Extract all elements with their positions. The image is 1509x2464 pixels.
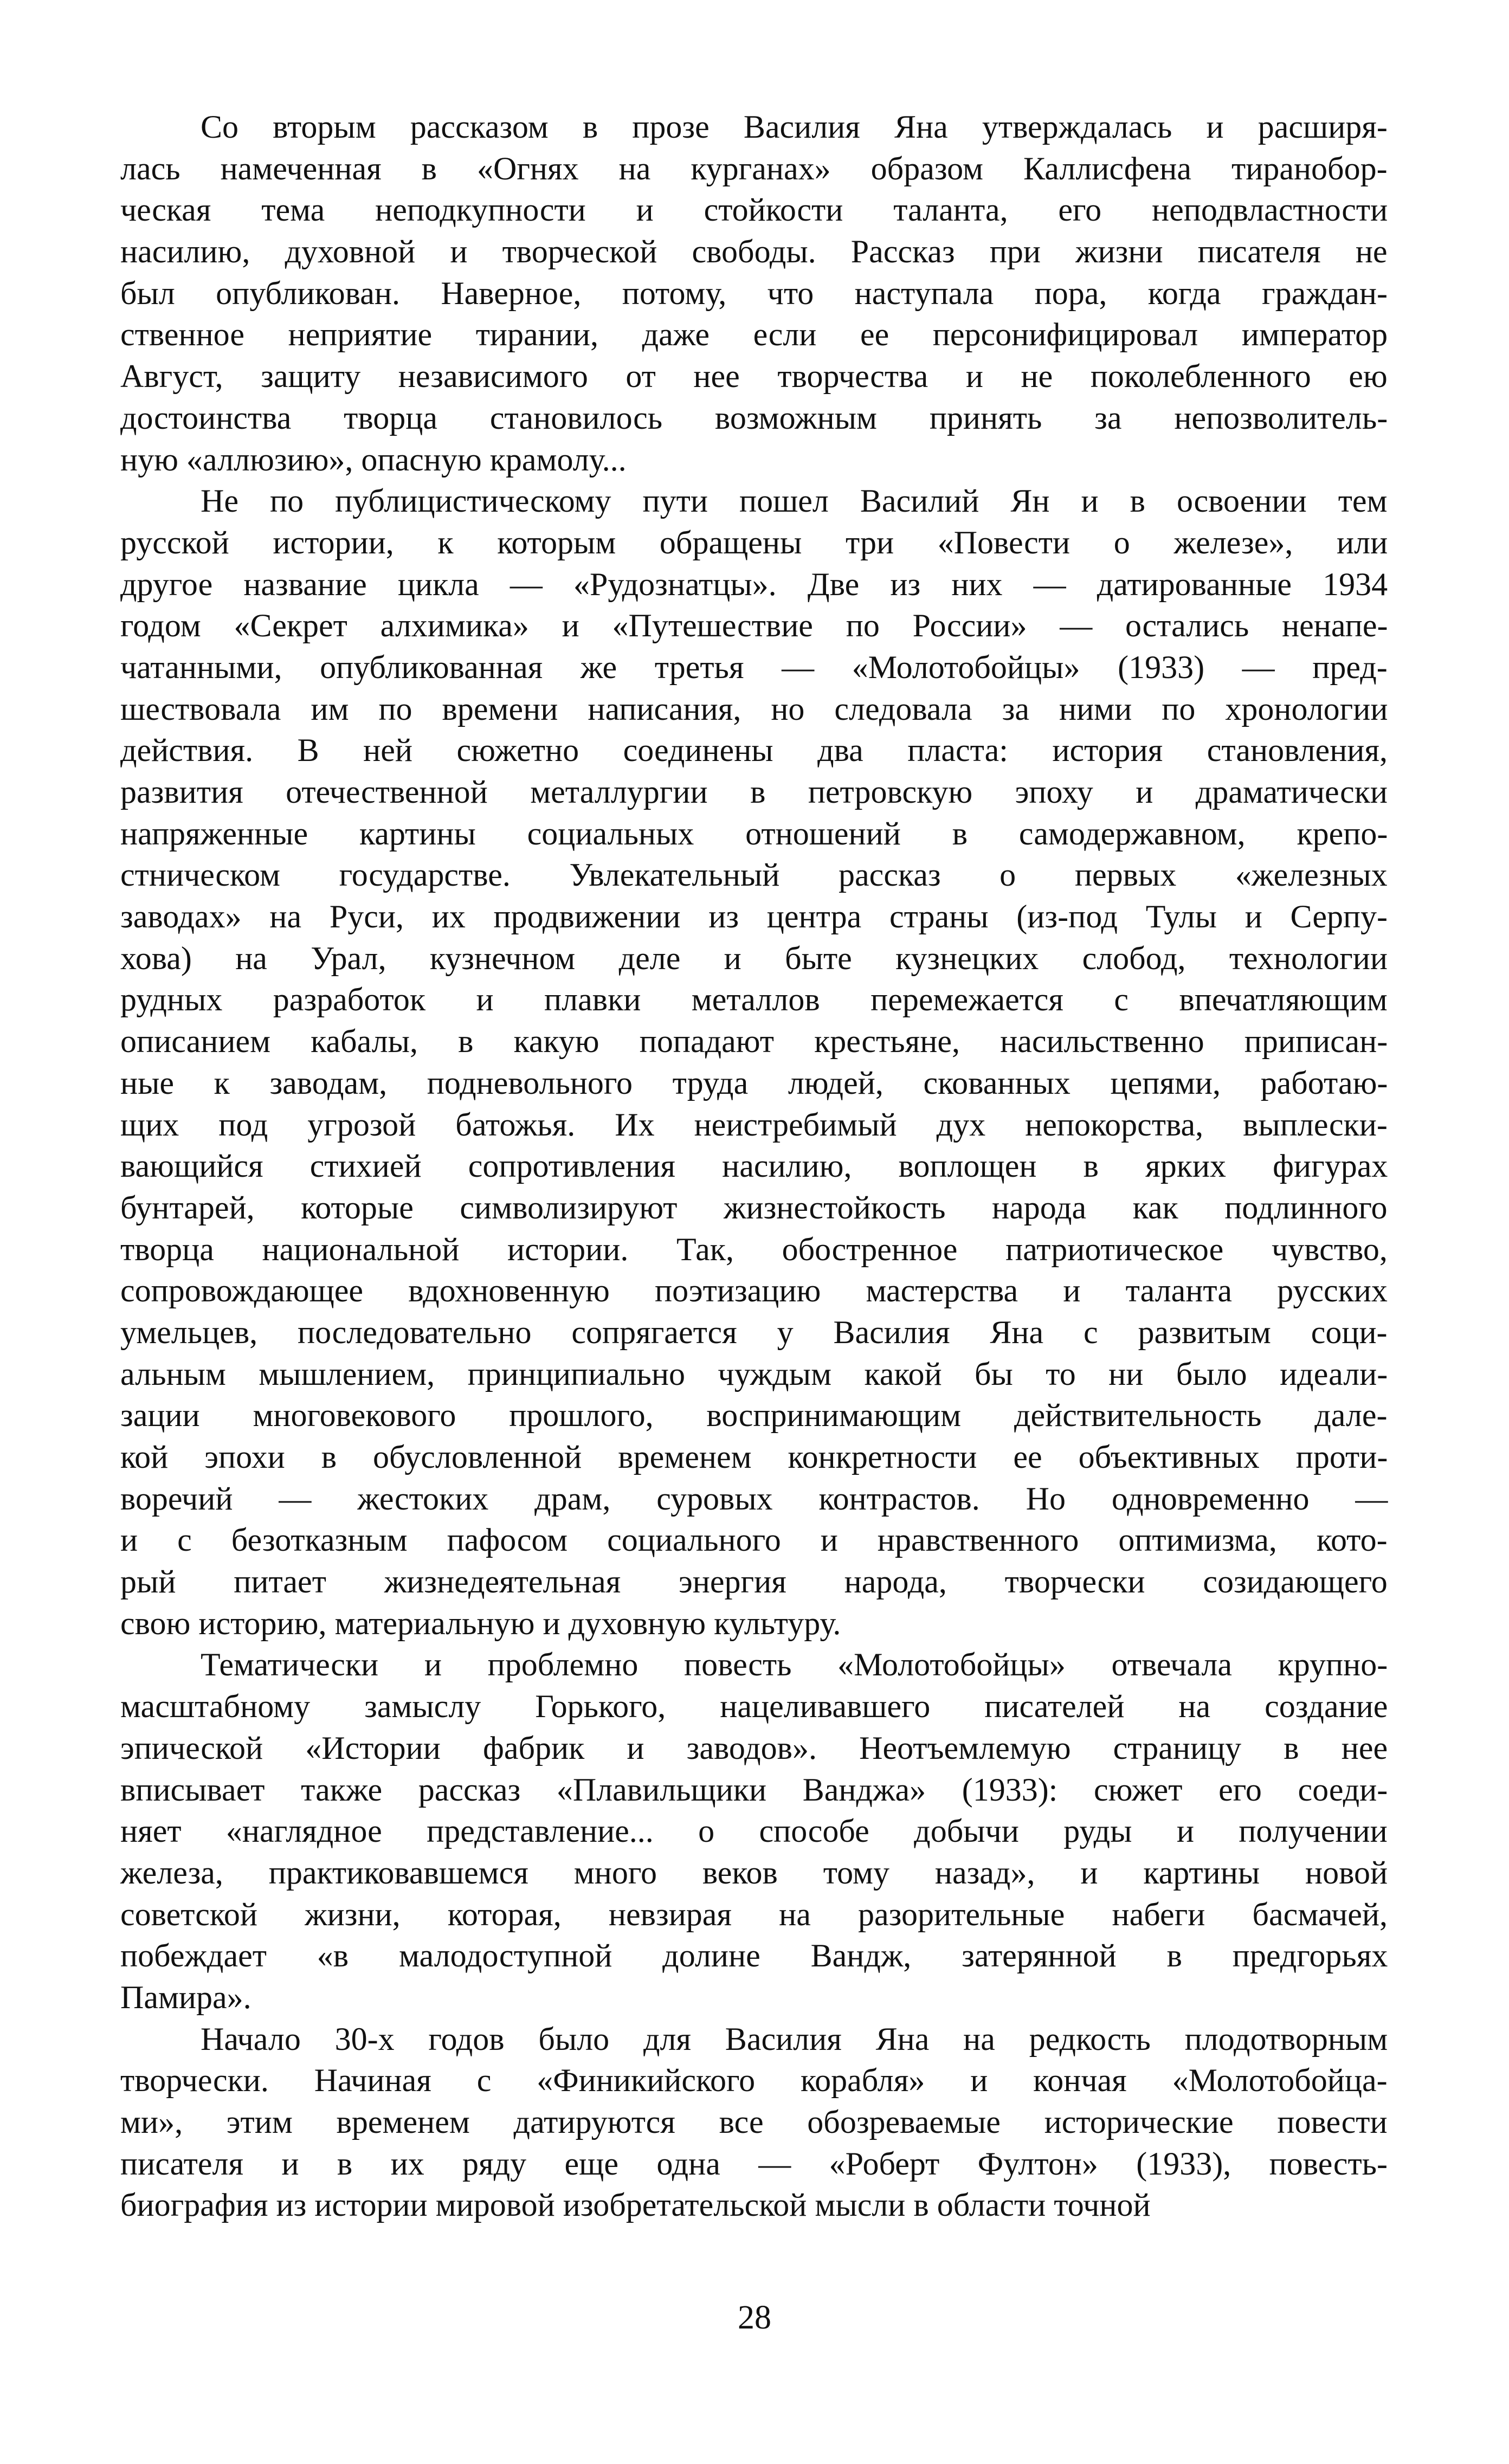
text-line: ственное неприятие тирании, даже если ее персонифицировал император <box>120 317 1388 353</box>
text-line: Не по публицистическому пути пошел Василий Ян и в освоении тем <box>201 483 1388 519</box>
text-line: достоинства творца становилось возможным принять за непозволитель- <box>120 399 1388 436</box>
text-line: рудных разработок и плавки металлов перемежается с впечатляющим <box>120 982 1388 1018</box>
text-line: описанием кабалы, в какую попадают крестьяне, насильственно приписан- <box>120 1023 1388 1060</box>
text-line: альным мышлением, принципиально чуждым какой бы то ни было идеали- <box>120 1356 1388 1392</box>
text-line: творчески. Начиная с «Финикийского корабля» и кончая «Молотобойца- <box>120 2062 1388 2099</box>
text-line: Памира». <box>120 1979 252 2015</box>
text-line: бунтарей, которые символизируют жизнестойкость народа как подлинного <box>120 1189 1388 1225</box>
text-line: другое название цикла — «Рудознатцы». Две из них — датированные 1934 <box>120 566 1388 602</box>
text-line: чатанными, опубликованная же третья — «Молотобойцы» (1933) — пред- <box>120 649 1388 685</box>
text-line: масштабному замыслу Горького, нацеливавшего писателей на создание <box>120 1688 1388 1725</box>
paragraph <box>120 106 1388 480</box>
text-line: Начало 30-х годов было для Василия Яна на редкость плодотворным <box>201 2021 1388 2057</box>
text-line: был опубликован. Наверное, потому, что наступала пора, когда граждан- <box>120 275 1388 311</box>
text-line: ми», этим временем датируются все обозреваемые исторические повести <box>120 2104 1388 2140</box>
page-number: 28 <box>738 2299 771 2336</box>
text-line: творца национальной истории. Так, обостренное патриотическое чувство, <box>120 1231 1388 1267</box>
text-line: свою историю, материальную и духовную культуру. <box>120 1605 841 1641</box>
text-line: писателя и в их ряду еще одна — «Роберт Фултон» (1933), повесть- <box>120 2145 1388 2182</box>
text-line: и с безотказным пафосом социального и нравственного оптимизма, кото- <box>120 1522 1388 1558</box>
text-line: русской истории, к которым обращены три «Повести о железе», или <box>120 524 1388 560</box>
text-line: вписывает также рассказ «Плавильщики Ванджа» (1933): сюжет его соеди- <box>120 1771 1388 1808</box>
text-column <box>120 106 1388 2226</box>
text-line: ную «аллюзию», опасную крамолу... <box>120 441 627 478</box>
text-line: зации многовекового прошлого, воспринимающим действительность дале- <box>120 1397 1388 1434</box>
text-line: насилию, духовной и творческой свободы. Рассказ при жизни писателя не <box>120 234 1388 270</box>
text-line: рый питает жизнедеятельная энергия народа, творчески созидающего <box>120 1564 1388 1600</box>
text-line: заводах» на Руси, их продвижении из центра страны (из-под Тулы и Серпу- <box>120 899 1388 935</box>
text-line: вающийся стихией сопротивления насилию, воплощен в ярких фигурах <box>120 1148 1388 1184</box>
text-line: щих под угрозой батожья. Их неистребимый дух непокорства, выплески- <box>120 1106 1388 1143</box>
text-line: Тематически и проблемно повесть «Молотобойцы» отвечала крупно- <box>201 1647 1388 1683</box>
text-line: шествовала им по времени написания, но следовала за ними по хронологии <box>120 691 1388 727</box>
paragraph <box>120 480 1388 1644</box>
text-line: годом «Секрет алхимика» и «Путешествие по России» — остались ненапе- <box>120 608 1388 644</box>
text-line: биография из истории мировой изобретательской мысли в области точной <box>120 2187 1151 2223</box>
text-line: Со вторым рассказом в прозе Василия Яна утверждалась и расширя- <box>201 109 1388 145</box>
text-line: умельцев, последовательно сопрягается у Василия Яна с развитым соци- <box>120 1314 1388 1350</box>
text-line: побеждает «в малодоступной долине Вандж, затерянной в предгорьях <box>120 1938 1388 1974</box>
text-line: железа, практиковавшемся много веков тому назад», и картины новой <box>120 1854 1388 1891</box>
text-line: действия. В ней сюжетно соединены два пласта: история становления, <box>120 732 1388 769</box>
text-line: развития отечественной металлургии в петровскую эпоху и драматически <box>120 774 1388 810</box>
paragraph <box>120 1644 1388 2018</box>
text-line: напряженные картины социальных отношений в самодержавном, крепо- <box>120 815 1388 852</box>
text-line: Август, защиту независимого от нее творчества и не поколебленного ею <box>120 358 1388 395</box>
text-line: ные к заводам, подневольного труда людей, скованных цепями, работаю- <box>120 1065 1388 1101</box>
text-line: эпической «Истории фабрик и заводов». Неотъемлемую страницу в нее <box>120 1730 1388 1766</box>
text-line: советской жизни, которая, невзирая на разорительные набеги басмачей, <box>120 1896 1388 1932</box>
text-line: воречий — жестоких драм, суровых контрастов. Но одновременно — <box>120 1480 1388 1517</box>
text-line: кой эпохи в обусловленной временем конкретности ее объективных проти- <box>120 1439 1388 1475</box>
paragraph <box>120 2018 1388 2226</box>
text-line: сопровождающее вдохновенную поэтизацию мастерства и таланта русских <box>120 1273 1388 1309</box>
text-line: стническом государстве. Увлекательный рассказ о первых «железных <box>120 857 1388 893</box>
text-line: лась намеченная в «Огнях на курганах» образом Каллисфена тиранобор- <box>120 150 1388 186</box>
text-line: няет «наглядное представление... о способе добычи руды и получении <box>120 1813 1388 1849</box>
text-line: ческая тема неподкупности и стойкости таланта, его неподвластности <box>120 192 1388 228</box>
text-line: хова) на Урал, кузнечном деле и быте кузнецких слобод, технологии <box>120 940 1388 976</box>
